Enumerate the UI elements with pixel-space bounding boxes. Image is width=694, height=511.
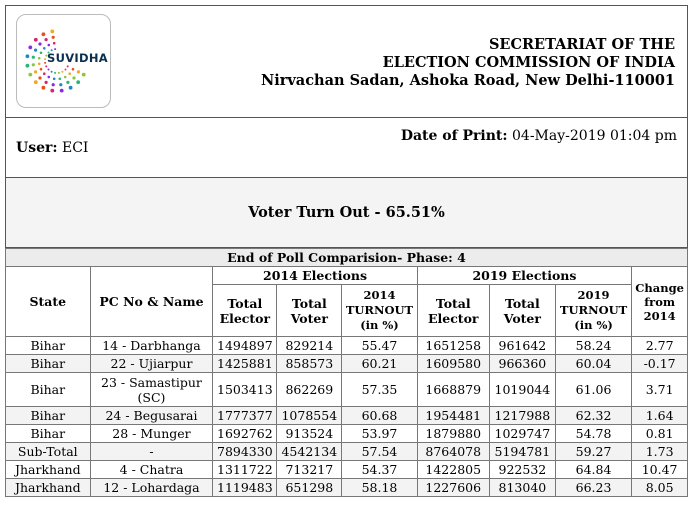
print-date-value: 04-May-2019 01:04 pm <box>512 128 677 144</box>
col-turnout-2019: 2019 TURNOUT (in %) <box>555 285 631 337</box>
col-total-elector-2014: Total Elector <box>213 285 277 337</box>
org-line-2: ELECTION COMMISSION OF INDIA <box>382 54 675 71</box>
turnout-box <box>5 178 688 248</box>
group-2014: 2014 Elections <box>213 267 417 285</box>
turnout-text: Voter Turn Out - 65.51% <box>248 204 445 221</box>
table-row: Bihar 14 - Darbhanga 1494897 829214 55.47 1651258 961642 58.24 2.77 <box>6 337 688 355</box>
table-row-subtotal: Sub-Total - 7894330 4542134 57.54 8764078 5194781 59.27 1.73 <box>6 443 688 461</box>
user-info <box>16 140 88 156</box>
report-header <box>5 5 688 118</box>
table-row: Jharkhand 12 - Lohardaga 1119483 651298 58.18 1227606 813040 66.23 8.05 <box>6 479 688 497</box>
user-label: User: <box>16 140 58 156</box>
comparison-table <box>5 248 688 497</box>
user-row <box>5 118 688 178</box>
col-turnout-2014: 2014 TURNOUT (in %) <box>342 285 417 337</box>
group-2019: 2019 Elections <box>417 267 632 285</box>
table-row: Bihar 23 - Samastipur (SC) 1503413 862269 57.35 1668879 1019044 61.06 3.71 <box>6 373 688 407</box>
org-line-3: Nirvachan Sadan, Ashoka Road, New Delhi-110001 <box>260 72 675 89</box>
logo-text: SUVIDHA <box>47 51 108 65</box>
col-total-elector-2019: Total Elector <box>417 285 489 337</box>
print-date <box>401 128 677 144</box>
col-state: State <box>6 267 91 337</box>
suvidha-logo <box>16 14 111 108</box>
table-row: Bihar 28 - Munger 1692762 913524 53.97 1879880 1029747 54.78 0.81 <box>6 425 688 443</box>
col-total-voter-2014: Total Voter <box>277 285 342 337</box>
col-pc: PC No & Name <box>90 267 213 337</box>
col-total-voter-2019: Total Voter <box>489 285 555 337</box>
table-row: Jharkhand 4 - Chatra 1311722 713217 54.37 1422805 922532 64.84 10.47 <box>6 461 688 479</box>
print-date-label: Date of Print: <box>400 128 508 144</box>
organisation-block <box>261 36 675 90</box>
col-change: Change from 2014 <box>632 267 688 337</box>
org-line-1: SECRETARIAT OF THE <box>488 36 675 53</box>
table-row: Bihar 24 - Begusarai 1777377 1078554 60.68 1954481 1217988 62.32 1.64 <box>6 407 688 425</box>
user-value: ECI <box>62 140 89 156</box>
table-caption: End of Poll Comparision- Phase: 4 <box>6 249 688 267</box>
table-row: Bihar 22 - Ujiarpur 1425881 858573 60.21 1609580 966360 60.04 -0.17 <box>6 355 688 373</box>
